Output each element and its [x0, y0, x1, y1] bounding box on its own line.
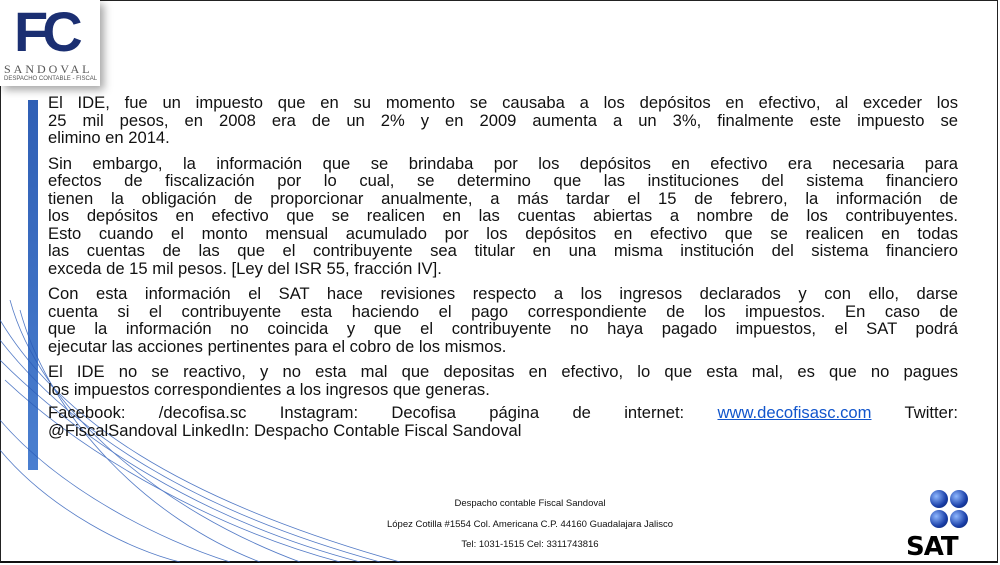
text-line: 25 mil pesos, en 2008 era de un 2% y en 2009 aumenta a un 3%, finalmente este impuesto se [48, 110, 958, 130]
social-links [48, 404, 958, 439]
logo-subtitle: DESPACHO CONTABLE - FISCAL [4, 76, 98, 82]
text-line: que la información no coincida y que el contribuyente no haya pagado impuestos, el SAT podrá [48, 319, 958, 338]
text-line: El IDE, fue un impuesto que en su momento se causaba a los depósitos en efectivo, al exceder los [48, 93, 958, 112]
text-line: los impuestos correspondientes a los ingresos que generas. [48, 379, 490, 399]
text-line: cuenta si el contribuyente esta haciendo el pago correspondiente de los impuestos. En caso de [48, 301, 958, 321]
logo-name: SANDOVAL [4, 62, 93, 76]
text-line: exceda de 15 mil pesos. [Ley del ISR 55, fracción IV]. [48, 258, 442, 278]
paragraph-ide-history [48, 94, 958, 147]
text-line: los depósitos en efectivo que se realicen en las cuentas abiertas a nombre de los contribuyentes. [48, 206, 958, 225]
text-line: elimino en 2014. [48, 128, 170, 147]
sat-dot-icon [930, 490, 948, 508]
sat-dot-icon [950, 510, 968, 528]
sat-logo-text: SAT [906, 532, 958, 562]
paragraph-obligation [48, 155, 958, 278]
text-line: Esto cuando el monto mensual acumulado por los depósitos en efectivo que se realicen en todas [48, 223, 958, 243]
paragraph-sat-review [48, 285, 958, 355]
logo-letters: FC [14, 0, 77, 63]
fc-sandoval-logo [0, 0, 100, 86]
text-line: Con esta información el SAT hace revisiones respecto a los ingresos declarados y con ello, darse [48, 284, 958, 303]
social-text: Facebook: /decofisa.sc Instagram: Decofisa página de internet: [48, 403, 718, 422]
text-line: ejecutar las acciones pertinentes para el cobro de los mismos. [48, 336, 507, 356]
text-line: las cuentas de las que el contribuyente sea titular en una misma institución del sistema financiero [48, 241, 958, 260]
text-line: El IDE no se reactivo, y no esta mal que depositas en efectivo, lo que esta mal, es que no pagues [48, 362, 958, 381]
social-text: Twitter: [871, 403, 958, 422]
footer-phone: Tel: 1031-1515 Cel: 3311743816 [461, 539, 599, 550]
footer-address: López Cotilla #1554 Col. Americana C.P. 44160 Guadalajara Jalisco [386, 519, 674, 530]
text-line: tienen la obligación de proporcionar anualmente, a más tardar el 15 de febrero, la información de [48, 188, 958, 208]
sat-dot-icon [930, 510, 948, 528]
social-line-2: @FiscalSandoval LinkedIn: Despacho Contable Fiscal Sandoval [48, 420, 522, 440]
sat-dot-icon [950, 490, 968, 508]
text-line: Sin embargo, la información que se brindaba por los depósitos en efectivo era necesaria para [48, 153, 958, 173]
paragraph-conclusion [48, 363, 958, 398]
slide-body [48, 94, 958, 447]
social-line-1 [48, 404, 958, 422]
website-link[interactable]: www.decofisasc.com [717, 403, 872, 422]
text-line: efectos de fiscalización por lo cual, se determino que las instituciones del sistema financiero [48, 171, 958, 190]
footer-company-name: Despacho contable Fiscal Sandoval [454, 498, 606, 509]
